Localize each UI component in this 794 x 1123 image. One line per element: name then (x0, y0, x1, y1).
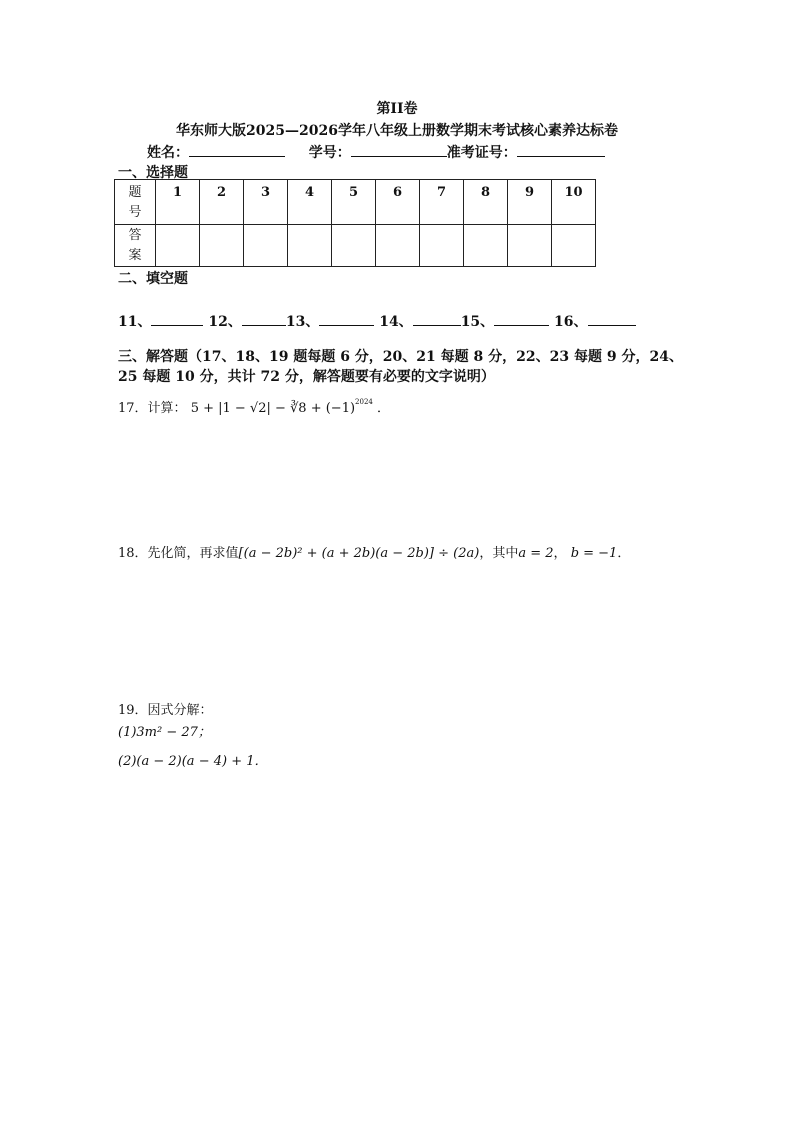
question-number-cell: 8 (464, 180, 508, 225)
exam-number-field[interactable] (517, 142, 605, 157)
question-number-cell: 1 (156, 180, 200, 225)
question-number-cell: 6 (376, 180, 420, 225)
blank-answer-line[interactable] (151, 311, 203, 326)
answer-cell[interactable] (508, 225, 552, 267)
q18-condition-b: b = −1 (570, 546, 618, 561)
blank-label: 13、 (285, 314, 320, 330)
question-number-cell: 2 (200, 180, 244, 225)
q19-part-1: (1)3m² − 27； (118, 725, 211, 740)
blank-label: 11、 (118, 314, 152, 330)
answer-cell[interactable] (376, 225, 420, 267)
blank-label: 15、 (460, 314, 495, 330)
answer-cell[interactable] (288, 225, 332, 267)
answer-cell[interactable] (200, 225, 244, 267)
student-id-field[interactable] (351, 142, 447, 157)
question-17 (118, 397, 390, 416)
section-fill-blank-title: 二、填空题 (118, 271, 188, 287)
q18-suffix: ． (617, 546, 631, 561)
blank-answer-line[interactable] (242, 311, 286, 326)
q18-expression: [(a − 2b)² + (a + 2b)(a − 2b)] ÷ (2a) (238, 546, 480, 561)
answer-cell[interactable] (552, 225, 596, 267)
student-info-row (147, 142, 605, 162)
volume-title: 第II卷 (376, 101, 418, 117)
question-number-cell: 3 (244, 180, 288, 225)
q18-condition-a: a = 2 (518, 546, 554, 561)
blank-answer-line[interactable] (494, 311, 549, 326)
blank-answer-line[interactable] (319, 311, 374, 326)
answer-table-number-row (115, 180, 596, 225)
blank-answer-line[interactable] (588, 311, 636, 326)
answer-table-answer-row (115, 225, 596, 267)
blank-label: 16、 (554, 314, 588, 330)
answer-cell[interactable] (332, 225, 376, 267)
row-header-char: 题 (128, 185, 142, 200)
fill-blank-row (118, 311, 636, 331)
q19-part-2: (2)(a − 2)(a − 4) + 1． (118, 754, 268, 769)
question-number-cell: 7 (420, 180, 464, 225)
answer-cell[interactable] (156, 225, 200, 267)
question-number-cell: 9 (508, 180, 552, 225)
answer-cell[interactable] (464, 225, 508, 267)
q18-prefix: 18．先化简，再求值 (118, 546, 239, 561)
question-18 (118, 542, 630, 561)
row-header-char: 案 (128, 247, 142, 263)
row-header-answer (115, 225, 156, 267)
row-header-question-number (115, 180, 156, 225)
row-header-char: 号 (128, 205, 142, 220)
q18-separator: ， (553, 546, 567, 561)
answer-cell[interactable] (420, 225, 464, 267)
q17-exponent: 2024 (355, 398, 373, 406)
row-header-char: 答 (128, 227, 142, 243)
q18-middle: ，其中 (479, 546, 519, 561)
exam-title: 华东师大版2025—2026学年八年级上册数学期末考试核心素养达标卷 (176, 123, 618, 139)
section-solution-title-line2: 25 每题 10 分，共计 72 分，解答题要有必要的文字说明） (118, 369, 495, 385)
blank-label: 12、 (208, 314, 242, 330)
name-field[interactable] (189, 142, 285, 157)
exam-number-label: 准考证号： (446, 145, 517, 161)
blank-answer-line[interactable] (413, 311, 461, 326)
q19-prompt: 19．因式分解： (118, 703, 213, 718)
q17-prefix: 17．计算： (118, 401, 187, 416)
section-multiple-choice-title: 一、选择题 (118, 165, 188, 181)
question-number-cell: 4 (288, 180, 332, 225)
q17-expression: 5 + |1 − √2| − ∛8 + (−1) (190, 401, 356, 416)
q17-suffix: ． (377, 401, 391, 416)
answer-table (114, 179, 596, 267)
question-number-cell: 10 (552, 180, 596, 225)
blank-label: 14、 (379, 314, 413, 330)
question-number-cell: 5 (332, 180, 376, 225)
section-solution-title-line1: 三、解答题（17、18、19 题每题 6 分，20、21 每题 8 分，22、23 每题 9 分，24、 (118, 349, 683, 365)
answer-cell[interactable] (244, 225, 288, 267)
student-id-label: 学号： (308, 145, 351, 161)
name-label: 姓名： (147, 145, 189, 161)
